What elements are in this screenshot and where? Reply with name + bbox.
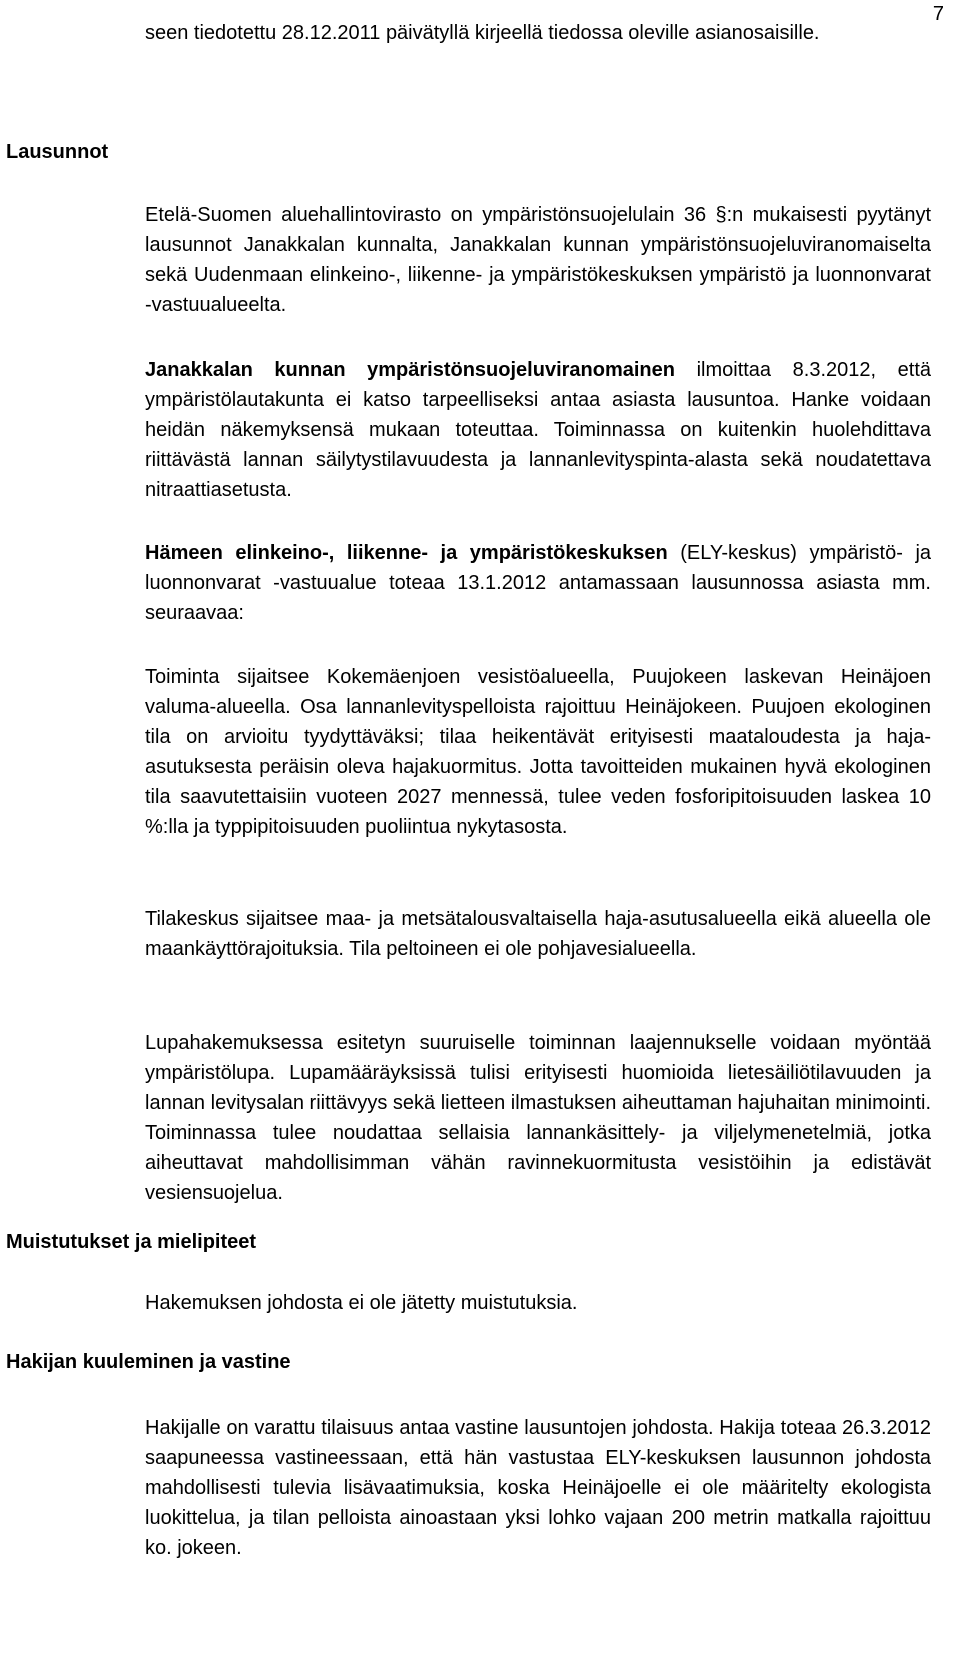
authority-name-ely: Hämeen elinkeino-, liikenne- ja ympäristökeskuksen — [145, 542, 668, 564]
kuuleminen-paragraph: Hakijalle on varattu tilaisuus antaa vastine lausuntojen johdosta. Hakija toteaa 26.3.2012 saapuneessa vastineessaan, että hän vastustaa ELY-keskuksen lausunnon johdosta mahdollisesti tulevia lisävaatimuksia, koska Heinäjoelle ei ole määritelty ekologista luokittelua, ja tilan pelloista ainoastaan yksi lohko vajaan 200 metrin matkalla rajoittuu ko. jokeen. — [145, 1417, 931, 1559]
lausunnot-paragraph-1: Etelä-Suomen aluehallintovirasto on ympäristönsuojelulain 36 §:n mukaisesti pyytänyt lausunnot Janakkalan kunnalta, Janakkalan kunnan ympäristönsuojeluviranomaiselta sekä Uudenmaan elinkeino-, liikenne- ja ympäristökeskuksen ympäristö ja luonnonvarat -vastuualueelta. — [145, 204, 931, 316]
paragraph-text: (ELY-keskus) ympäristö- ja luonnonvarat -vastuualue toteaa 13.1.2012 antamassaan lausunnossa asiasta mm. seuraavaa: — [145, 542, 932, 624]
section-heading-muistutukset: Muistutukset ja mielipiteet — [6, 1231, 257, 1253]
intro-paragraph: seen tiedotettu 28.12.2011 päivätyllä kirjeellä tiedossa oleville asianosaisille. — [145, 22, 820, 44]
section-heading-lausunnot: Lausunnot — [6, 141, 109, 163]
section-heading-kuuleminen: Hakijan kuuleminen ja vastine — [6, 1351, 291, 1373]
authority-name-municipal: Janakkalan kunnan ympäristönsuojeluviranomainen — [145, 359, 675, 381]
paragraph-text: ilmoittaa 8.3.2012, että ympäristölautakunta ei katso tarpeelliseksi antaa asiasta lausuntoa. Hanke voidaan heidän näkemyksensä mukaan toteuttaa. Toiminnassa on kuitenkin huolehdittava riittävästä lannan säilytystilavuudesta ja lannanlevityspinta-alasta sekä noudatettava nitraattiasetusta. — [145, 359, 931, 501]
muistutukset-paragraph: Hakemuksen johdosta ei ole jätetty muistutuksia. — [145, 1292, 578, 1314]
page-number: 7 — [932, 3, 944, 25]
lausunnot-paragraph-4: Toiminta sijaitsee Kokemäenjoen vesistöalueella, Puujokeen laskevan Heinäjoen valuma-alueella. Osa lannanlevityspelloista rajoittuu Heinäjokeen. Puujoen ekologinen tila on arvioitu tyydyttäväksi; tilaa heikentävät erityisesti maataloudesta ja haja-asutuksesta peräisin oleva hajakuormitus. Jotta tavoitteiden mukainen hyvä ekologinen tila saavutettaisiin vuoteen 2027 mennessä, tulee veden fosforipitoisuuden laskea 10 %:lla ja typpipitoisuuden puoliintua nykytasosta. — [145, 666, 931, 838]
lausunnot-paragraph-6: Lupahakemuksessa esitetyn suuruiselle toiminnan laajennukselle voidaan myöntää ympäristölupa. Lupamääräyksissä tulisi erityisesti huomioida lietesäiliötilavuuden ja lannan levitysalan riittävyys sekä lietteen ilmastuksen aiheuttaman hajuhaitan minimointi. Toiminnassa tulee noudattaa sellaisia lannankäsittely- ja viljelymenetelmiä, jotka aiheuttavat mahdollisimman vähän ravinnekuormitusta vesistöihin ja edistävät vesiensuojelua. — [145, 1032, 931, 1204]
lausunnot-paragraph-2 — [145, 355, 931, 505]
lausunnot-paragraph-3 — [145, 538, 931, 628]
lausunnot-paragraph-5: Tilakeskus sijaitsee maa- ja metsätalousvaltaisella haja-asutusalueella eikä alueella ole maankäyttörajoituksia. Tila peltoineen ei ole pohjavesialueella. — [145, 908, 931, 960]
